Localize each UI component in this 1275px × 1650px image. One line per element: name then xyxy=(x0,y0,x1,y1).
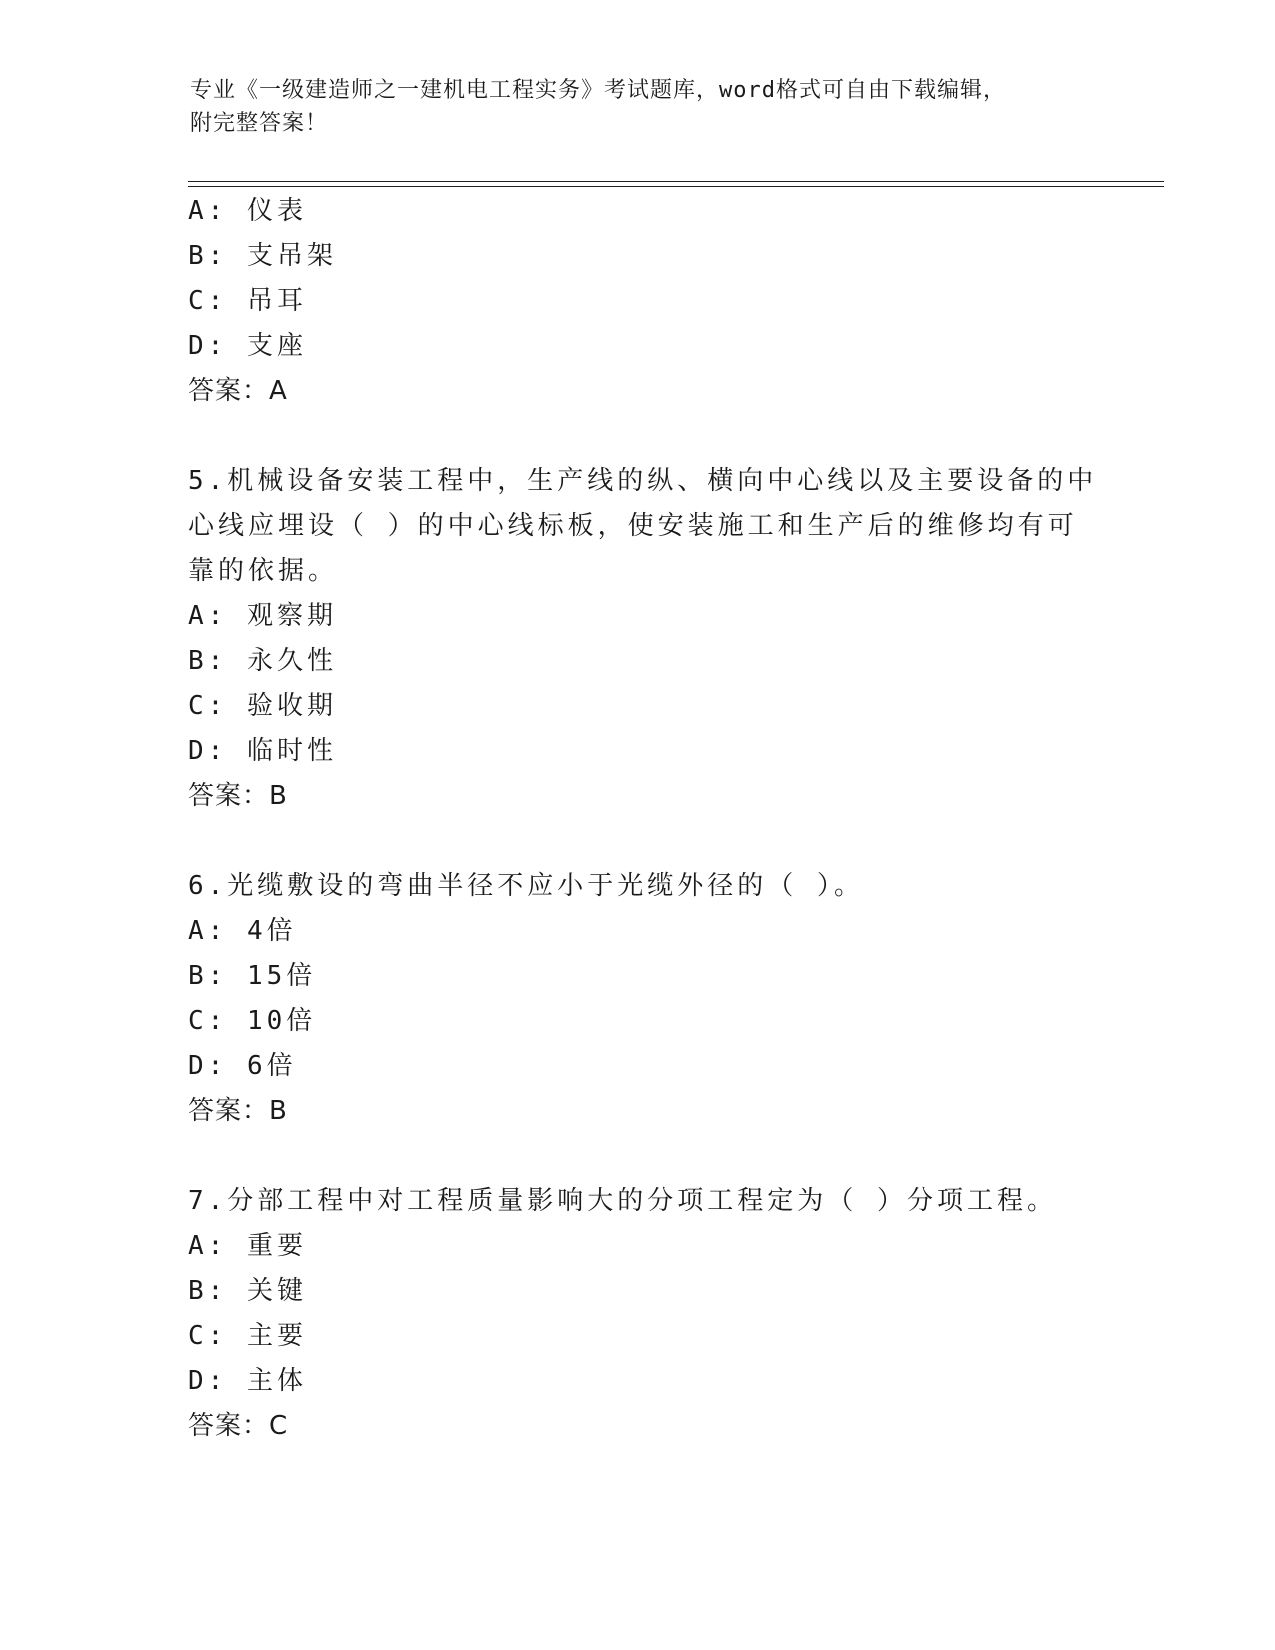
q7-option-c: C: 主要 xyxy=(188,1321,307,1351)
q6-option-c: C: 10倍 xyxy=(188,1006,317,1036)
q6-option-a: A: 4倍 xyxy=(188,916,297,946)
q7-option-d: D: 主体 xyxy=(188,1366,307,1396)
header-rule-bottom xyxy=(188,186,1164,187)
q6-answer: 答案：B xyxy=(188,1096,288,1126)
q5-stem-line-1: 5.机械设备安装工程中，生产线的纵、横向中心线以及主要设备的中 xyxy=(188,466,1098,496)
document-header xyxy=(190,74,1090,140)
q6-option-b: B: 15倍 xyxy=(188,961,317,991)
header-line-2: 附完整答案！ xyxy=(190,111,329,136)
q7-option-a: A: 重要 xyxy=(188,1231,307,1261)
q4-option-a: A: 仪表 xyxy=(188,196,307,226)
header-line-1: 专业《一级建造师之一建机电工程实务》考试题库，word格式可自由下载编辑， xyxy=(190,78,1006,103)
q7-stem-line-1: 7.分部工程中对工程质量影响大的分项工程定为（ ）分项工程。 xyxy=(188,1186,1057,1216)
q5-answer: 答案：B xyxy=(188,781,288,811)
q4-answer: 答案：A xyxy=(188,376,288,406)
q6-option-d: D: 6倍 xyxy=(188,1051,297,1081)
q4-option-b: B: 支吊架 xyxy=(188,241,337,271)
q5-stem-line-2: 心线应埋设（ ）的中心线标板，使安装施工和生产后的维修均有可 xyxy=(188,511,1078,541)
q5-option-a: A: 观察期 xyxy=(188,601,337,631)
q5-option-c: C: 验收期 xyxy=(188,691,337,721)
q4-option-c: C: 吊耳 xyxy=(188,286,307,316)
q6-stem-line-1: 6.光缆敷设的弯曲半径不应小于光缆外径的（ ）。 xyxy=(188,871,864,901)
q5-option-b: B: 永久性 xyxy=(188,646,337,676)
q7-answer: 答案：C xyxy=(188,1411,289,1441)
q7-option-b: B: 关键 xyxy=(188,1276,307,1306)
q5-option-d: D: 临时性 xyxy=(188,736,337,766)
header-rule-top xyxy=(188,181,1164,182)
q5-stem-line-3: 靠的依据。 xyxy=(188,556,339,586)
q4-option-d: D: 支座 xyxy=(188,331,307,361)
